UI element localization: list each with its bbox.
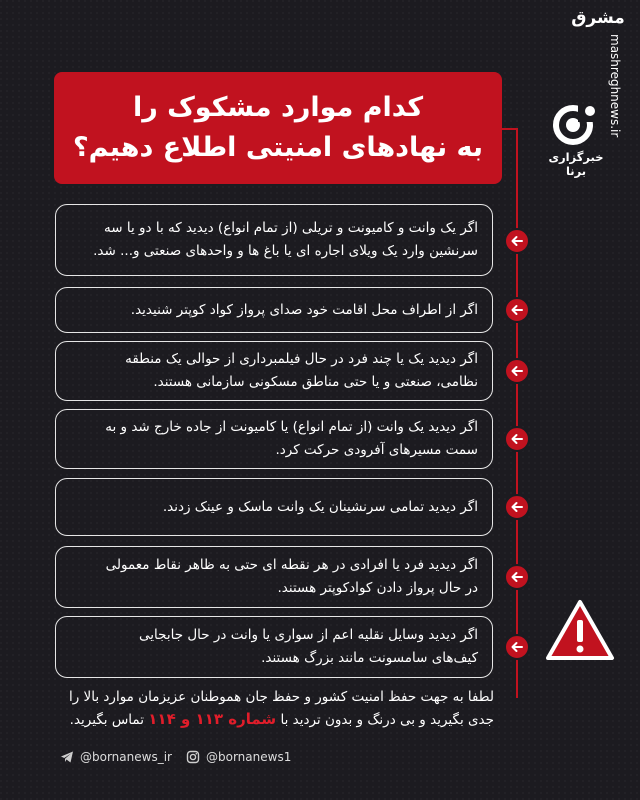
instagram-icon (186, 750, 200, 764)
list-item (55, 616, 493, 678)
item-text-line: در حال پرواز دادن کوادکوپتر هستند. (277, 580, 478, 596)
item-text-line: اگر یک وانت و کامیونت و تریلی (از تمام انواع) دیدید که با دو یا سه (104, 220, 478, 236)
item-text-line: اگر از اطراف محل اقامت خود صدای پرواز کواد کوپتر شنیدید. (130, 301, 478, 318)
title-box (54, 72, 502, 184)
item-text-line: اگر دیدید یک یا چند فرد در حال فیلمبرداری از حوالی یک منطقه (125, 351, 478, 367)
item-text-line: اگر دیدید تمامی سرنشینان یک وانت ماسک و عینک زدند. (162, 498, 478, 515)
arrow-left-icon (504, 358, 530, 384)
list-item (55, 287, 493, 333)
footer-line-2 (54, 708, 494, 731)
telegram-icon (60, 750, 74, 764)
telegram-handle: @bornanews_ir (80, 750, 172, 764)
warning-icon (544, 598, 616, 662)
arrow-left-icon (504, 426, 530, 452)
footer-text-before: جدی بگیرید و بی درنگ و بدون تردید با (280, 712, 494, 728)
item-text-line: سرنشین وارد یک ویلای اجاره ای یا باغ ها و واحدهای صنعتی و... شد. (93, 243, 478, 259)
mashregh-logo: مشرق (571, 8, 625, 28)
footer-text-after: تماس بگیرید. (69, 712, 144, 728)
footer-note (54, 686, 494, 731)
list-item (55, 341, 493, 401)
list-item (55, 478, 493, 536)
list-item (55, 409, 493, 469)
hotline-numbers: شماره ۱۱۳ و ۱۱۴ (148, 710, 277, 728)
arrow-left-icon (504, 564, 530, 590)
social-telegram (60, 750, 172, 764)
arrow-left-icon (504, 494, 530, 520)
arrow-left-icon (504, 228, 530, 254)
social-instagram (186, 750, 291, 764)
item-text-line: اگر دیدید یک وانت (از تمام انواع) یا کامیونت از جاده خارج شد و به (105, 419, 478, 435)
list-item (55, 546, 493, 608)
arrow-left-icon (504, 297, 530, 323)
arrow-left-icon (504, 634, 530, 660)
item-text-line: نظامی، صنعتی و یا حتی مناطق مسکونی سازمانی هستند. (153, 374, 478, 390)
footer-line-1: لطفا به جهت حفظ امنیت کشور و حفظ جان هموطنان عزیزمان موارد بالا را (69, 689, 494, 705)
borna-logo-icon (548, 104, 598, 146)
item-text-line: کیف‌های سامسونت مانند بزرگ هستند. (261, 650, 478, 666)
item-text-line: اگر دیدید فرد یا افرادی در هر نقطه ای حتی به ظاهر نقاط معمولی (105, 557, 478, 573)
item-text-line: سمت مسیرهای آفرودی حرکت کرد. (275, 442, 478, 458)
list-item (55, 204, 493, 276)
title-line-2: به نهادهای امنیتی اطلاع دهیم؟ (72, 132, 484, 163)
mashregh-site: mashreghnews.ir (608, 34, 622, 138)
title-line-1: کدام موارد مشکوک را (132, 92, 424, 123)
timeline-line (516, 128, 518, 698)
borna-agency-label: خبرگزاری برنا (548, 150, 604, 178)
instagram-handle: @bornanews1 (206, 750, 292, 764)
item-text-line: اگر دیدید وسایل نقلیه اعم از سواری یا وانت در حال جابجایی (138, 627, 478, 643)
